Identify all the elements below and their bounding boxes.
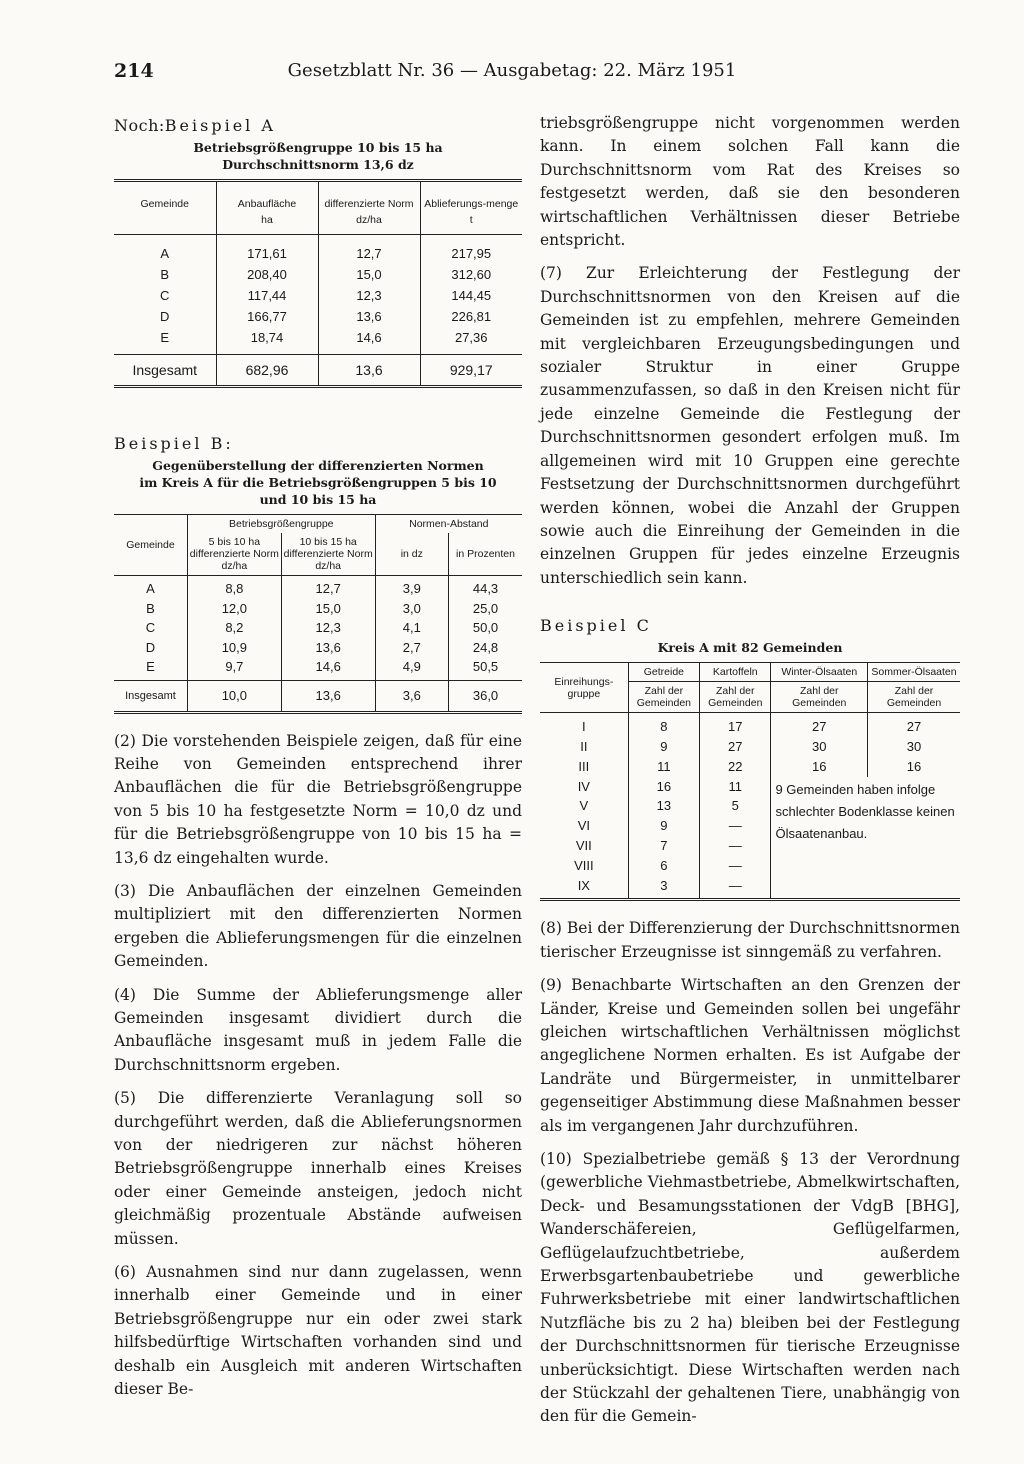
table-cell: 27: [868, 713, 960, 737]
table-cell: 12,3: [281, 618, 375, 638]
page-number: 214: [114, 60, 154, 82]
table-cell: VI: [577, 818, 590, 834]
table-header-cell: [281, 533, 375, 576]
table-cell: 12,0: [187, 599, 281, 619]
paragraph-5: (5) Die differenzierte Veranlagung soll so durchgeführt werden, daß die Ablieferungsnormen von der niedrigeren zur nächst höheren Betriebsgrößengruppe innerhalb eines Kreises oder einer Gemeinde ansteigen, jedoch nicht gleichmäßig prozentuale Abstände aufweisen müssen.: [114, 1089, 522, 1248]
table-row: [540, 737, 960, 757]
table-header-cell: differenzierte Norm: [318, 181, 420, 211]
table-cell: 3,9: [375, 576, 448, 599]
table-row: [540, 713, 960, 737]
table-cell: 929,17: [420, 355, 522, 387]
table-header-cell: in dz: [375, 533, 448, 576]
table-cell: D: [160, 309, 170, 324]
table-cell: 50,5: [449, 657, 522, 680]
table-header-cell: Zahl der Gemeinden: [771, 682, 868, 713]
table-cell: 12,7: [281, 576, 375, 599]
table-cell: 17: [700, 713, 771, 737]
table-cell: A: [114, 576, 187, 599]
table-cell: 11: [628, 757, 699, 777]
table-cell: 16: [868, 757, 960, 777]
table-cell: VIII: [574, 857, 594, 873]
table-row: [114, 327, 522, 355]
table-header-cell: Gemeinde: [126, 539, 175, 551]
table-header-cell: Zahl der Gemeinden: [868, 682, 960, 713]
paragraph-3: (3) Die Anbauflächen der einzelnen Gemeinden multipliziert mit den differenzierten Normen ergeben die Ablieferungsmengen für die einzelnen Gemeinden.: [114, 881, 522, 971]
table-header-cell: Winter-Ölsaaten: [771, 663, 868, 682]
table-cell: 50,0: [449, 618, 522, 638]
table-cell: 208,40: [216, 264, 318, 285]
example-b-sub1b: differenzierte Norm dz/ha: [189, 548, 279, 572]
table-cell: I: [540, 713, 628, 737]
table-total-row: [114, 680, 522, 712]
table-cell: A: [160, 246, 170, 261]
table-header-cell: Normen-Abstand: [375, 515, 522, 534]
paragraph-8: (8) Bei der Differenzierung der Durchschnittsnormen tierischer Erzeugnisse ist sinngemäß zu verfahren.: [540, 919, 960, 961]
paragraph-7: (7) Zur Erleichterung der Festlegung der Durchschnittsnormen von den Kreisen auf die Gemeinden ist zu empfehlen, mehrere Gemeinden mit vergleichbaren Erzeugungsbedingungen und sozialer Struktur in einer Gruppe zusammenzufassen, so daß in den Kreisen nicht für jede einzelne Gemeinde die Festlegung der Durchschnittsnormen gesondert erfolgen muß. Im allgemeinen wird mit 10 Gruppen eine gerechte Festsetzung der Durchschnittsnormen durchgeführt werden können, wobei die Anzahl der Gruppen sowie auch die Einreihung der Gemeinden in die einzelnen Gruppen für jedes einzelne Erzeugnis unterschiedlich sein kann.: [540, 264, 960, 587]
left-column: [114, 116, 522, 1411]
table-unit-cell: ha: [216, 210, 318, 235]
table-cell: 7: [628, 836, 699, 856]
table-row: [114, 306, 522, 327]
table-header-cell: Gemeinde: [140, 198, 189, 210]
example-a-label: [114, 116, 522, 135]
example-b-label: Beispiel B:: [114, 434, 234, 453]
table-cell: II: [580, 738, 588, 754]
table-cell: 166,77: [216, 306, 318, 327]
table-cell: 8,8: [187, 576, 281, 599]
table-header-cell: Betriebsgrößengruppe: [187, 515, 375, 534]
table-cell: 30: [771, 737, 868, 757]
table-row: [540, 757, 960, 777]
table-cell: 44,3: [449, 576, 522, 599]
table-header-cell: Sommer-Ölsaaten: [868, 663, 960, 682]
table-row: [114, 599, 522, 619]
example-b-sub2b: differenzierte Norm dz/ha: [283, 548, 373, 572]
table-cell: 226,81: [420, 306, 522, 327]
table-cell: 10,0: [187, 680, 281, 712]
table-header-cell: Zahl der Gemeinden: [700, 682, 771, 713]
example-b-sub1: 5 bis 10 ha: [208, 536, 261, 548]
table-cell: Insgesamt: [114, 355, 216, 387]
table-cell: 16: [628, 777, 699, 797]
table-cell: 144,45: [420, 285, 522, 306]
example-c-title: Kreis A mit 82 Gemeinden: [657, 640, 843, 656]
table-unit-cell: t: [420, 210, 522, 235]
example-a-title-line1: Betriebsgrößengruppe 10 bis 15 ha: [193, 140, 443, 155]
table-header-cell: in Prozenten: [449, 533, 522, 576]
example-a-table: [114, 179, 522, 388]
paragraph-6-continued: triebsgrößengruppe nicht vorgenommen werden kann. In einem solchen Fall kann die Durchschnittsnorm vom Rat des Kreises so festgesetzt werden, daß sie den besonderen wirtschaftlichen Verhältnissen dieser Betriebe entspricht.: [540, 114, 960, 250]
table-cell: 24,8: [449, 638, 522, 658]
table-cell: 18,74: [216, 327, 318, 355]
table-cell: 217,95: [420, 235, 522, 265]
table-cell: 3: [628, 876, 699, 900]
table-cell: 15,0: [281, 599, 375, 619]
example-b-title-line2: im Kreis A für die Betriebsgrößengruppen 5 bis 10: [139, 475, 497, 490]
table-cell: 5: [700, 796, 771, 816]
example-b-sub2: 10 bis 15 ha: [299, 536, 357, 548]
table-row: [114, 235, 522, 265]
table-cell: —: [700, 836, 771, 856]
paragraph-10: (10) Spezialbetriebe gemäß § 13 der Verordnung (gewerbliche Viehmastbetriebe, Abmelkwirtschaften, Deck- und Besamungsstationen der VdgB [BHG], Wanderschäfereien, Geflügelfarmen, Geflügelaufzuchtbetriebe, außerdem Erwerbsgartenbaubetriebe und gewerbliche Fuhrwerksbetriebe mit einer landwirtschaftlichen Nutzfläche bis zu 2 ha) bleiben bei der Festlegung der Durchschnittsnormen für tierische Erzeugnisse unberücksichtigt. Diese Wirtschaften werden nach der Stückzahl der gehaltenen Tiere, unabhängig von den für die Gemein-: [540, 1149, 960, 1426]
table-cell: 2,7: [375, 638, 448, 658]
example-a-title: [114, 139, 522, 173]
table-cell: 15,0: [318, 264, 420, 285]
table-cell: 6: [628, 856, 699, 876]
table-cell: IX: [577, 877, 590, 893]
table-cell: V: [579, 798, 589, 814]
table-cell: 9: [628, 816, 699, 836]
table-row: [114, 285, 522, 306]
example-b-title: [114, 457, 522, 508]
table-cell: 8: [628, 713, 699, 737]
table-cell: —: [700, 856, 771, 876]
example-a-label-prefix: Noch:: [114, 116, 165, 135]
table-cell: 682,96: [216, 355, 318, 387]
example-a-label-text: Beispiel A: [164, 116, 276, 135]
table-cell: 13,6: [318, 355, 420, 387]
table-row: [540, 777, 960, 797]
table-cell: 16: [771, 757, 868, 777]
right-column: [540, 112, 960, 1439]
example-c-label: Beispiel C: [540, 616, 652, 636]
table-cell: 117,44: [216, 285, 318, 306]
table-cell: 13,6: [281, 680, 375, 712]
table-cell: 25,0: [449, 599, 522, 619]
paragraph-9: (9) Benachbarte Wirtschaften an den Grenzen der Länder, Kreise und Gemeinden sollen bei ungefähr gleichen wirtschaftlichen Verhältnissen möglichst angeglichene Normen erhalten. Es ist Aufgabe der Landräte und Bürgermeister, in unmittelbarer gegenseitiger Abstimmung diese Maßnahmen besser als im vergangenen Jahr durchzuführen.: [540, 976, 960, 1135]
table-cell: 27,36: [420, 327, 522, 355]
table-cell: 14,6: [281, 657, 375, 680]
table-row: [114, 657, 522, 680]
paragraph-4: (4) Die Summe der Ablieferungsmenge aller Gemeinden insgesamt dividiert durch die Anbaufläche insgesamt muß in jedem Falle die Durchschnittsnorm ergeben.: [114, 985, 522, 1074]
table-cell: 13,6: [318, 306, 420, 327]
table-cell: 8,2: [187, 618, 281, 638]
table-row: [114, 638, 522, 658]
example-a-title-line2: Durchschnittsnorm 13,6 dz: [222, 157, 414, 172]
table-cell: 3,6: [375, 680, 448, 712]
example-b-table: [114, 514, 522, 714]
paragraph-2: (2) Die vorstehenden Beispiele zeigen, daß für eine Reihe von Gemeinden entsprechend ihrer Anbauflächen die für die Betriebsgrößengruppe von 5 bis 10 ha festgesetzte Norm = 10,0 dz und für die Betriebsgrößengruppe von 10 bis 15 ha = 13,6 dz eingehalten wurde.: [114, 731, 522, 867]
table-cell: —: [700, 876, 771, 900]
table-header-cell: Einreihungs-gruppe: [554, 675, 614, 700]
table-cell: 22: [700, 757, 771, 777]
table-unit-cell: [114, 210, 216, 235]
table-cell: 9: [628, 737, 699, 757]
paragraph-6: (6) Ausnahmen sind nur dann zugelassen, wenn innerhalb einer Gemeinde und in einer Betriebsgrößengruppe nur ein oder zwei stark hilfsbedürftige Wirtschaften vorhanden sind und deshalb ein Ausgleich mit anderen Wirtschaften dieser Be-: [114, 1263, 522, 1399]
table-cell: Insgesamt: [114, 680, 187, 712]
example-c-table: [540, 662, 960, 901]
table-cell: 14,6: [318, 327, 420, 355]
table-cell: E: [160, 330, 170, 345]
table-header-cell: [187, 533, 281, 576]
table-header-cell: Ablieferungs-menge: [420, 181, 522, 211]
example-b-title-line1: Gegenüberstellung der differenzierten Normen: [152, 458, 484, 473]
example-c-note: 9 Gemeinden haben infolge schlechter Bodenklasse keinen Ölsaatenanbau.: [771, 777, 960, 900]
table-cell: D: [145, 639, 156, 655]
table-header-cell: Kartoffeln: [700, 663, 771, 682]
table-row: [114, 264, 522, 285]
table-cell: 4,1: [375, 618, 448, 638]
table-cell: 30: [868, 737, 960, 757]
table-cell: C: [160, 288, 170, 303]
table-cell: 4,9: [375, 657, 448, 680]
table-row: [114, 618, 522, 638]
table-cell: 312,60: [420, 264, 522, 285]
table-cell: 13: [628, 796, 699, 816]
table-cell: —: [700, 816, 771, 836]
table-cell: 36,0: [449, 680, 522, 712]
table-cell: 3,0: [375, 599, 448, 619]
table-cell: 11: [700, 777, 771, 797]
table-cell: III: [578, 758, 590, 774]
table-cell: B: [146, 600, 155, 616]
table-header-cell: Anbaufläche: [216, 181, 318, 211]
table-cell: C: [145, 620, 156, 635]
table-cell: 27: [771, 713, 868, 737]
table-cell: B: [160, 267, 170, 282]
table-row: [114, 576, 522, 599]
table-total-row: [114, 355, 522, 387]
table-cell: 27: [700, 737, 771, 757]
table-cell: 9,7: [187, 657, 281, 680]
table-header-cell: Zahl der Gemeinden: [628, 682, 699, 713]
table-cell: VII: [575, 837, 592, 853]
page-header-title: Gesetzblatt Nr. 36 — Ausgabetag: 22. März 1951: [287, 60, 737, 81]
table-unit-cell: dz/ha: [318, 210, 420, 235]
example-b-title-line3: und 10 bis 15 ha: [259, 492, 377, 507]
table-cell: 12,7: [318, 235, 420, 265]
table-cell: IV: [577, 778, 590, 794]
table-cell: 171,61: [216, 235, 318, 265]
table-cell: E: [146, 659, 155, 674]
table-cell: 10,9: [187, 638, 281, 658]
table-cell: 13,6: [281, 638, 375, 658]
table-cell: 12,3: [318, 285, 420, 306]
table-header-cell: Getreide: [628, 663, 699, 682]
